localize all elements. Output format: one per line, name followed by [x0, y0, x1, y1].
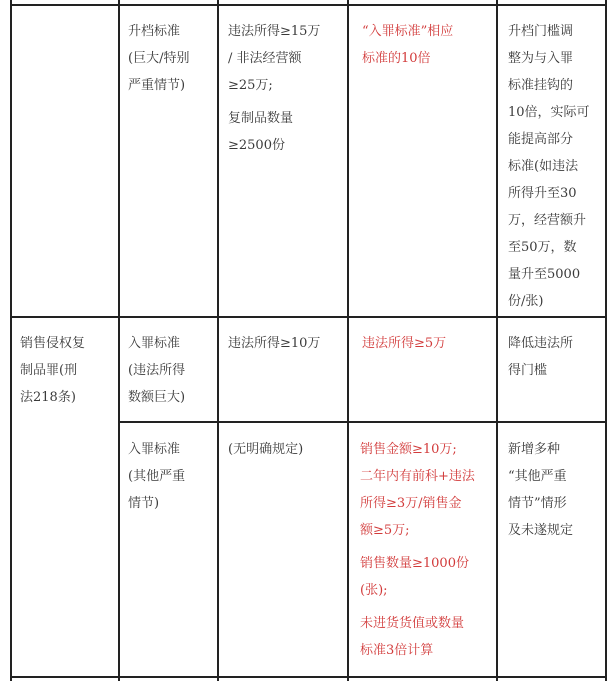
text-line: 数额巨大): [128, 390, 186, 405]
text-line: 违法所得≥10万: [228, 336, 321, 351]
text-line: “入罪标准”相应: [362, 24, 454, 39]
table-top-border: [12, 4, 606, 6]
text-line: 违法所得≥15万: [228, 24, 321, 39]
text-line: 新增多种: [508, 442, 561, 457]
text-line: 制品罪(刑: [20, 363, 78, 378]
table-bottom-border: [12, 676, 606, 678]
row1-level-cell: [128, 18, 214, 99]
row-divider-1: [12, 316, 606, 318]
text-line: 万，经营额升: [508, 213, 587, 228]
text-line: 量升至5000: [508, 267, 581, 282]
text-line: (巨大/特别: [128, 51, 190, 66]
text-line: 情节): [128, 496, 160, 511]
text-line: 标准的10倍: [362, 51, 431, 66]
text-line: 10倍，实际可: [508, 105, 590, 120]
col-border-left: [10, 0, 12, 681]
text-line: 及未遂规定: [508, 523, 574, 538]
row-divider-2: [118, 421, 606, 423]
text-line: 所得≥3万/销售金: [360, 496, 462, 511]
text-line: 未进货货值或数量: [360, 616, 465, 631]
text-line: 至50万，数: [508, 240, 577, 255]
text-line: 能提高部分: [508, 132, 574, 147]
text-line: 标准3倍计算: [360, 643, 434, 658]
text-line: 份/张): [508, 294, 544, 309]
text-line: (张);: [360, 583, 388, 598]
text-line: (违法所得: [128, 363, 186, 378]
col-border-1: [118, 0, 120, 681]
text-line: ≥25万;: [228, 78, 273, 93]
text-line: 标准(如违法: [508, 159, 579, 174]
row2-level-cell: [128, 330, 214, 411]
row3-level-cell: [128, 436, 214, 517]
col-border-2: [217, 0, 219, 681]
text-line: 升档标准: [128, 24, 181, 39]
row3-change-cell: [508, 436, 604, 544]
row2-change-cell: [508, 330, 604, 384]
text-line: 整为与入罪: [508, 51, 574, 66]
text-line: “其他严重: [508, 469, 567, 484]
text-line: / 非法经营额: [228, 51, 302, 66]
row1-new-standard-cell: [362, 18, 492, 72]
row2-old-standard-cell: [228, 330, 344, 357]
text-line: 所得升至30: [508, 186, 577, 201]
text-line: 销售侵权复: [20, 336, 86, 351]
text-line: 销售数量≥1000份: [360, 556, 469, 571]
text-line: 降低违法所: [508, 336, 574, 351]
row1-change-cell: [508, 18, 604, 315]
text-line: 额≥5万;: [360, 523, 410, 538]
text-line: 二年内有前科+违法: [360, 469, 475, 484]
text-line: 得门槛: [508, 363, 548, 378]
row1-old-standard-cell: [228, 18, 344, 159]
text-line: (其他严重: [128, 469, 186, 484]
text-line: ≥2500份: [228, 138, 285, 153]
col-border-4: [496, 0, 498, 681]
row3-old-standard-cell: [228, 436, 344, 463]
text-line: 复制品数量: [228, 111, 294, 126]
text-line: 严重情节): [128, 78, 186, 93]
text-line: 标准挂钩的: [508, 78, 574, 93]
text-line: (无明确规定): [228, 442, 304, 457]
text-line: 入罪标准: [128, 442, 181, 457]
text-line: 销售金额≥10万;: [360, 442, 457, 457]
col-border-right: [605, 0, 607, 681]
text-line: 法218条): [20, 390, 76, 405]
text-line: 升档门槛调: [508, 24, 574, 39]
row3-new-standard-cell: [360, 436, 494, 664]
crime-name-cell: [20, 330, 114, 411]
text-line: 入罪标准: [128, 336, 181, 351]
col-border-3: [347, 0, 349, 681]
row2-new-standard-cell: [362, 330, 492, 357]
text-line: 违法所得≥5万: [362, 336, 447, 351]
text-line: 情节”情形: [508, 496, 567, 511]
